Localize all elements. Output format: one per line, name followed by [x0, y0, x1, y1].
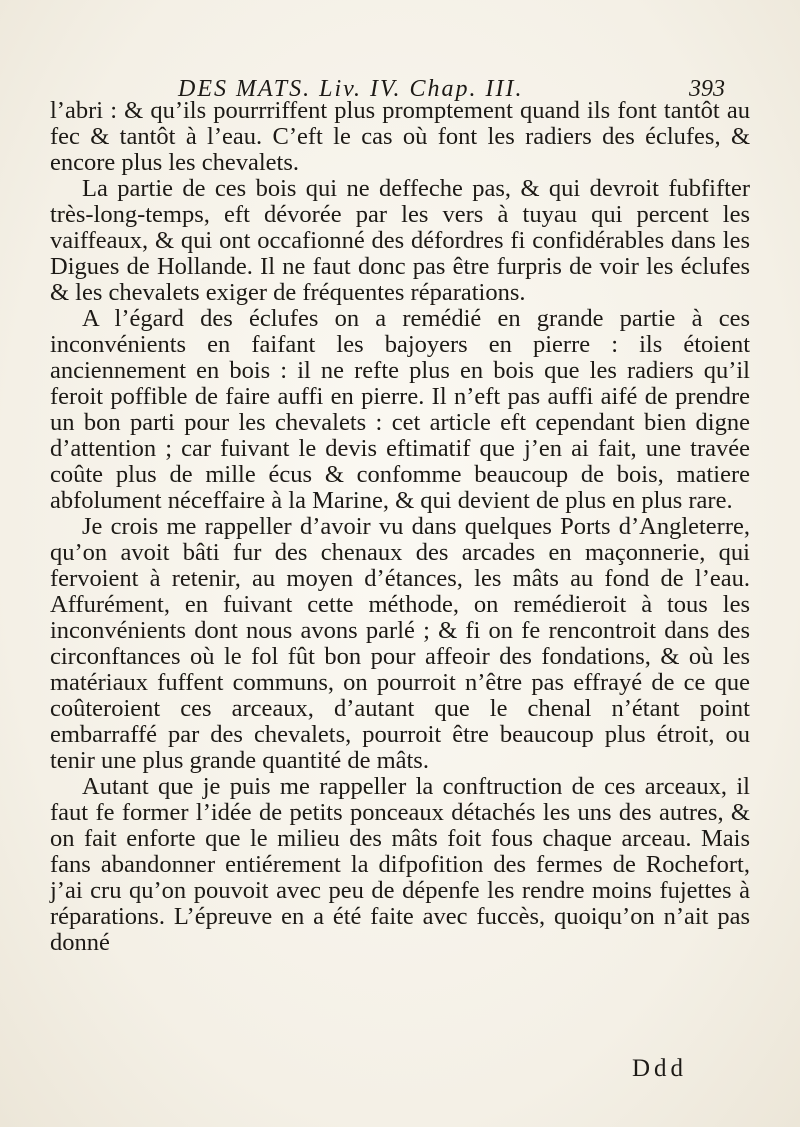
signature-mark: Ddd — [632, 1055, 688, 1082]
running-head: DES MATS. Liv. IV. Chap. III. — [178, 76, 524, 102]
paragraph-1: l’abri : & qu’ils pourrriffent plus promptement quand ils font tantôt au fec & tantôt à l’eau. C’eft le cas où font les radiers des éclufes, & encore plus les chevalets. — [50, 97, 750, 176]
page-number: 393 — [689, 76, 725, 102]
paragraph-5: Autant que je puis me rappeller la conftruction de ces arceaux, il faut fe former l’idée de petits ponceaux détachés les uns des autres, & on fait enforte que le milieu des mâts foit fous chaque arceau. Mais fans abandonner entiérement la difpofition des fermes de Rochefort, j’ai cru qu’on pouvoit avec peu de dépenfe les rendre moins fujettes à réparations. L’épreuve en a été faite avec fuccès, quoiqu’on n’ait pas donné — [50, 773, 750, 956]
paragraph-4: Je crois me rappeller d’avoir vu dans quelques Ports d’Angleterre, qu’on avoit bâti fur des chenaux des arcades en maçonnerie, qui fervoient à retenir, au moyen d’étances, les mâts au fond de l’eau. Affurément, en fuivant cette méthode, on remédieroit à tous les inconvénients dont nous avons parlé ; & fi on fe rencontroit dans des circonftances où le fol fût bon pour affeoir des fondations, & où les matériaux fuffent communs, on pourroit n’être pas effrayé de ce que coûteroient ces arceaux, d’autant que le chenal n’étant point embarraffé par des chevalets, pourroit être beaucoup plus étroit, ou tenir une plus grande quantité de mâts. — [50, 513, 750, 774]
paragraph-2: La partie de ces bois qui ne deffeche pas, & qui devroit fubfifter très-long-temps, eft dévorée par les vers à tuyau qui percent les vaiffeaux, & qui ont occafionné des défordres fi confidérables dans les Digues de Hollande. Il ne faut donc pas être furpris de voir les éclufes & les chevalets exiger de fréquentes réparations. — [50, 175, 750, 306]
body-text — [50, 98, 750, 956]
paragraph-3: A l’égard des éclufes on a remédié en grande partie à ces inconvénients en faifant les bajoyers en pierre : ils étoient anciennement en bois : il ne refte plus en bois que les radiers qu’il feroit poffible de faire auffi en pierre. Il n’eft pas auffi aifé de prendre un bon parti pour les chevalets : cet article eft cependant bien digne d’attention ; car fuivant le devis eftimatif que j’en ai fait, une travée coûte plus de mille écus & confomme beaucoup de bois, matiere abfolument néceffaire à la Marine, & qui devient de plus en plus rare. — [50, 305, 750, 514]
